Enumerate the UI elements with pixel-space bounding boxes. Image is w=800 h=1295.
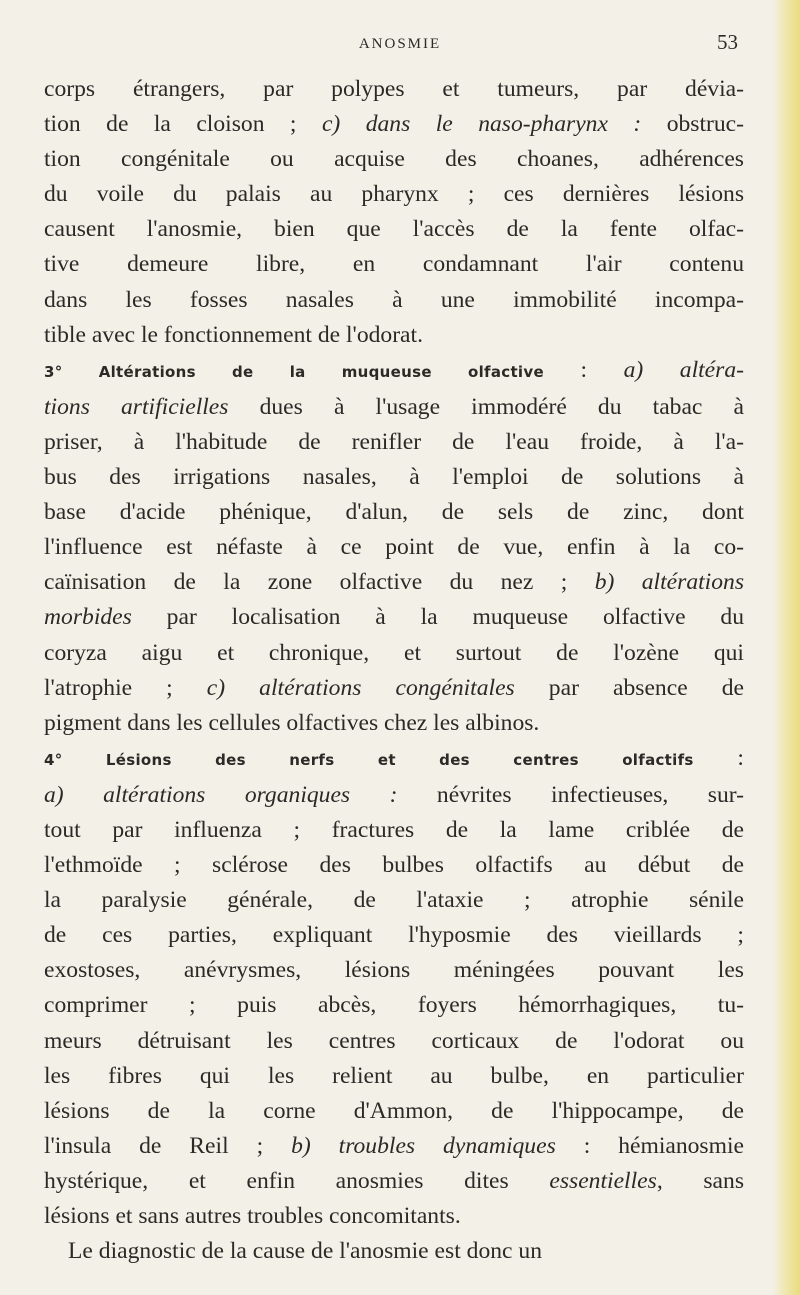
body-text [44,72,744,1269]
text-run: caïnisation de la zone olfactive du nez ; [44,569,595,596]
text-run: névrites infectieuses, sur- [397,781,744,808]
text-run: l'atrophie ; [44,674,207,701]
text-run: : hémianosmie [555,1132,744,1159]
text-line [44,918,744,953]
italic-run: c) altérations congénitales [206,674,515,701]
text-run: hystérique, et enfin anosmies dites [44,1167,550,1194]
italic-run: a) altérations organiques : [44,781,398,808]
text-line [44,636,744,671]
text-run: l'influence est néfaste à ce point de vue, enfin à la co- [44,534,744,561]
text-line [44,212,744,247]
text-line [44,1094,744,1129]
text-line [44,72,744,107]
text-line [44,318,744,353]
italic-run: b) troubles dynamiques [291,1132,556,1159]
text-run: lésions et sans autres troubles concomitants. [44,1203,461,1229]
text-run: la paralysie générale, de l'ataxie ; atrophie sénile [44,887,744,914]
italic-run: c) dans le naso-pharynx : [321,111,642,138]
text-run: base d'acide phénique, d'alun, de sels de zinc, dont [44,499,744,526]
text-run: tion congénitale ou acquise des choanes, adhérences [44,146,744,173]
text-run: coryza aigu et chronique, et surtout de l'ozène qui [44,639,744,666]
text-run: par localisation à la muqueuse olfactive du [131,604,744,631]
section-heading: 4° Lésions des nerfs et des centres olfactifs [44,750,694,769]
running-head: ANOSMIE [358,36,442,52]
text-run: comprimer ; puis abcès, foyers hémorrhagiques, tu- [44,992,744,1019]
text-run: pigment dans les cellules olfactives chez les albinos. [44,709,540,736]
text-line [44,1199,744,1234]
text-line [44,706,744,741]
page-header [0,30,800,60]
italic-run: essentielles [549,1167,657,1194]
text-run: : [693,744,744,771]
text-line [44,1129,744,1164]
text-run: les fibres qui les relient au bulbe, en particulier [44,1062,744,1089]
text-line [44,425,744,460]
text-line [44,883,744,918]
text-line [44,778,744,813]
text-line [44,953,744,988]
text-run: obstruc- [641,111,745,138]
italic-run: morbides [44,604,132,631]
text-line [44,848,744,883]
text-line [44,460,744,495]
text-run: du voile du palais au pharynx ; ces dernières lésions [44,181,744,208]
text-line [44,353,744,390]
italic-run: tions artificielles [44,393,229,420]
text-run: tible avec le fonctionnement de l'odorat. [44,321,423,348]
text-line [44,107,744,142]
text-run: Le diagnostic de la cause de l'anosmie est donc un [68,1238,543,1265]
text-line [44,530,744,565]
section-heading: 3° Altérations de la muqueuse olfactive [44,362,544,381]
page-edge [772,0,800,1295]
text-run: priser, à l'habitude de renifler de l'eau froide, à l'a- [44,428,744,455]
text-line [44,283,744,318]
text-line [44,741,744,778]
page-number: 53 [717,30,738,54]
text-run: : [543,356,624,383]
text-line [44,390,744,425]
text-line [44,565,744,600]
text-line [44,1164,744,1199]
text-run: par absence de [514,674,744,701]
text-run: exostoses, anévrysmes, lésions méningées pouvant les [44,957,744,984]
text-run: tion de la cloison ; [44,111,322,138]
text-run: de ces parties, expliquant l'hyposmie des vieillards ; [44,922,744,949]
text-run: l'ethmoïde ; sclérose des bulbes olfactifs au début de [44,852,744,879]
text-line [44,988,744,1023]
text-line [44,813,744,848]
text-line [44,600,744,635]
text-run: bus des irrigations nasales, à l'emploi de solutions à [44,464,744,491]
text-line [44,495,744,530]
text-line [44,1059,744,1094]
italic-run: a) altéra- [623,356,744,383]
text-line [44,177,744,212]
text-line [44,1024,744,1059]
text-run: corps étrangers, par polypes et tumeurs, par dévia- [44,76,744,102]
text-line [44,1234,744,1269]
text-run: tive demeure libre, en condamnant l'air contenu [44,251,744,278]
text-run: causent l'anosmie, bien que l'accès de la fente olfac- [44,216,744,243]
text-line [44,671,744,706]
text-run: dues à l'usage immodéré du tabac à [228,393,744,420]
italic-run: b) altérations [594,569,745,596]
text-line [44,142,744,177]
text-line [44,247,744,282]
text-run: meurs détruisant les centres corticaux de l'odorat ou [44,1027,744,1054]
text-run: , sans [656,1167,745,1194]
text-run: dans les fosses nasales à une immobilité incompa- [44,286,744,313]
text-run: tout par influenza ; fractures de la lame criblée de [44,816,744,843]
text-run: l'insula de Reil ; [44,1132,292,1159]
text-run: lésions de la corne d'Ammon, de l'hippocampe, de [44,1097,744,1124]
